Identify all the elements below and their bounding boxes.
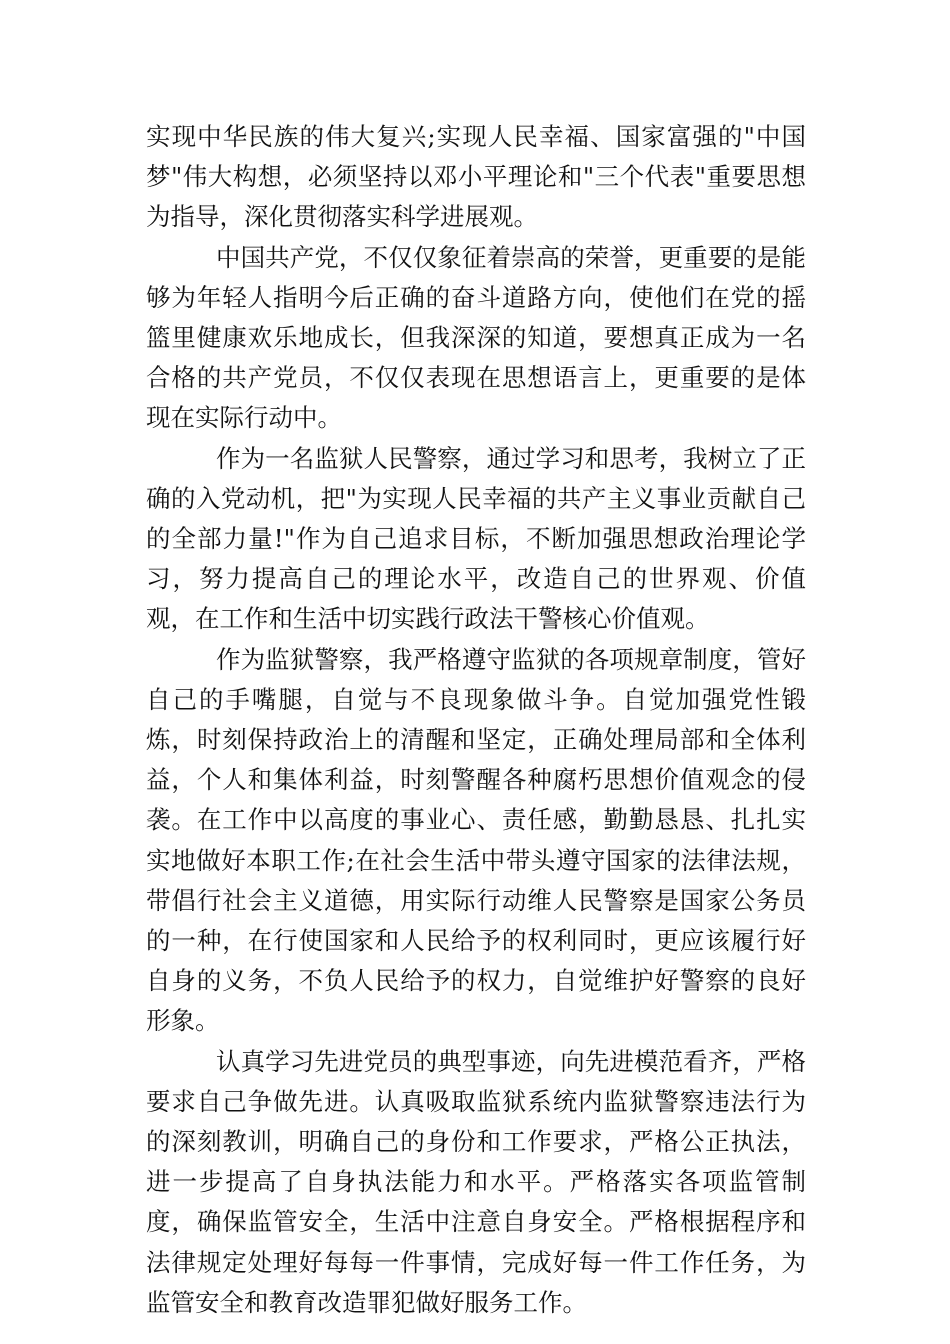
- paragraph-role-models: 认真学习先进党员的典型事迹，向先进模范看齐，严格要求自己争做先进。认真吸取监狱系统内监狱警察违法行为的深刻教训，明确自己的身份和工作要求，严格公正执法，进一步提高了自身执法能力和水平。严格落实各项监管制度，确保监管安全，生活中注意自身安全。严格根据程序和法律规定处理好每每一件事情，完成好每一件工作任务，为监管安全和教育改造罪犯做好服务工作。: [146, 1046, 806, 1317]
- document-body: [146, 117, 806, 1323]
- paragraph-motivation: 作为一名监狱人民警察，通过学习和思考，我树立了正确的入党动机，把"为实现人民幸福的共产主义事业贡献自己的全部力量!"作为自己追求目标，不断加强思想政治理论学习，努力提高自己的理论水平，改造自己的世界观、价值观，在工作和生活中切实践行政法干警核心价值观。: [146, 443, 806, 634]
- paragraph-party-honor: 中国共产党，不仅仅象征着崇高的荣誉，更重要的是能够为年轻人指明今后正确的奋斗道路方向，使他们在党的摇篮里健康欢乐地成长，但我深深的知道，要想真正成为一名合格的共产党员，不仅仅表现在思想语言上，更重要的是体现在实际行动中。: [146, 242, 806, 433]
- paragraph-continued: 实现中华民族的伟大复兴;实现人民幸福、国家富强的"中国梦"伟大构想，必须坚持以邓小平理论和"三个代表"重要思想为指导，深化贯彻落实科学进展观。: [146, 122, 806, 232]
- paragraph-discipline: 作为监狱警察，我严格遵守监狱的各项规章制度，管好自己的手嘴腿，自觉与不良现象做斗争。自觉加强党性锻炼，时刻保持政治上的清醒和坚定，正确处理局部和全体利益，个人和集体利益，时刻警醒各种腐朽思想价值观念的侵袭。在工作中以高度的事业心、责任感，勤勤恳恳、扎扎实实地做好本职工作;在社会生活中带头遵守国家的法律法规，带倡行社会主义道德，用实际行动维人民警察是国家公务员的一种，在行使国家和人民给予的权利同时，更应该履行好自身的义务，不负人民给予的权力，自觉维护好警察的良好形象。: [146, 644, 806, 1036]
